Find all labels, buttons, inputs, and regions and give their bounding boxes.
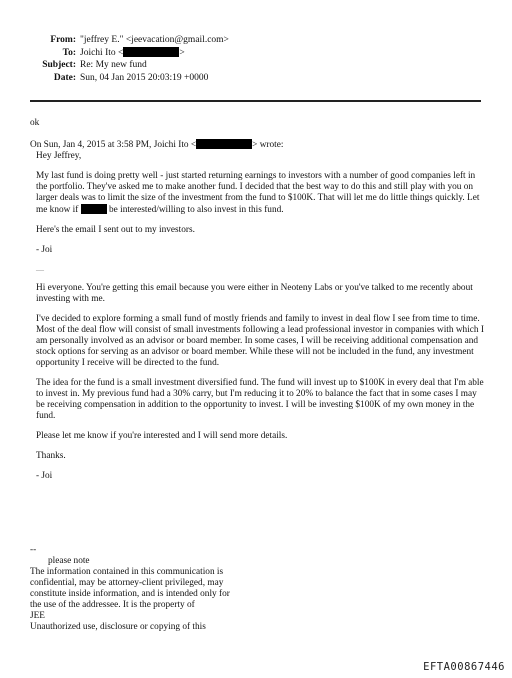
signature: - Joi — [36, 471, 53, 481]
from-value: "jeffrey E." <jeevacation@gmail.com> — [80, 35, 229, 45]
disclaimer — [30, 545, 250, 633]
date-label: Date: — [53, 72, 76, 83]
redaction-box — [123, 47, 179, 57]
quoted-message — [30, 151, 486, 482]
paragraph: Hi everyone. You're getting this email because you were either in Neoteny Labs or you've talked to me recently about investing with me. — [36, 283, 473, 304]
redaction-box — [196, 139, 252, 149]
to-value — [80, 47, 185, 60]
signature: - Joi — [36, 245, 53, 255]
redaction-box — [81, 204, 107, 214]
paragraph: Here's the email I sent out to my investors. — [36, 225, 195, 235]
email-body — [30, 118, 486, 482]
to-row — [0, 47, 512, 60]
paragraph: My last fund is doing pretty well - just started returning earnings to investors with a number of good companies left in the portfolio. They've asked me to make another fund. I decided that the best way to do this and still play with you on larger deals was to limit the size of the investment from the fund to $100K. That will let me do little things quickly. Let me know if be interested/willing to also invest in this fund. — [36, 171, 480, 215]
from-label: From: — [50, 35, 76, 45]
email-header — [0, 34, 512, 84]
document-id: EFTA00867446 — [423, 661, 505, 673]
subject-row — [0, 59, 512, 72]
greeting: Hey Jeffrey, — [36, 151, 82, 161]
to-label: To: — [62, 47, 76, 58]
disclaimer-line: the use of the addressee. It is the property of — [30, 600, 195, 610]
closing: Thanks. — [36, 451, 66, 461]
subject-label: Subject: — [42, 60, 76, 70]
reply-text: ok — [30, 118, 40, 128]
signature-separator: -- — [30, 545, 37, 555]
date-value: Sun, 04 Jan 2015 20:03:19 +0000 — [80, 72, 209, 83]
paragraph: I've decided to explore forming a small fund of mostly friends and family to invest in deal flow I see from time to time. Most of the deal flow will consist of small investments following a lead professional investor in companies with which I am personally involved as an advisor or board member. In some cases, I will be receiving additional compensation and stock options for serving as an advisor or board member. While these will not be included in the fund, any investment opportunity I receive will be directed to the fund. — [36, 314, 484, 368]
disclaimer-line: constitute inside information, and is intended only for — [30, 589, 230, 599]
to-value-prefix: Joichi Ito < — [80, 47, 124, 58]
disclaimer-line: The information contained in this communication is — [30, 567, 224, 577]
header-divider — [30, 100, 481, 102]
paragraph: The idea for the fund is a small investment diversified fund. The fund will invest up to $100K in every deal that I'm able to invest in. My previous fund had a 30% carry, but I'm reducing it to 20% to balance the fact that in some cases I may be receiving compensation in addition to the opportunity to invest. I will be investing $100K of my own money in the fund. — [36, 378, 484, 421]
date-row — [0, 72, 512, 85]
quote-attribution: On Sun, Jan 4, 2015 at 3:58 PM, Joichi Ito < > wrote: — [30, 140, 284, 150]
disclaimer-line: JEE — [30, 611, 45, 621]
paragraph: Please let me know if you're interested and I will send more details. — [36, 431, 288, 441]
disclaimer-line: confidential, may be attorney-client privileged, may — [30, 578, 224, 588]
to-value-suffix: > — [179, 47, 185, 58]
from-row — [0, 34, 512, 47]
disclaimer-line: Unauthorized use, disclosure or copying of this — [30, 622, 206, 632]
separator: — — [36, 265, 44, 274]
subject-value: Re: My new fund — [80, 60, 147, 70]
note-heading: please note — [48, 556, 90, 566]
